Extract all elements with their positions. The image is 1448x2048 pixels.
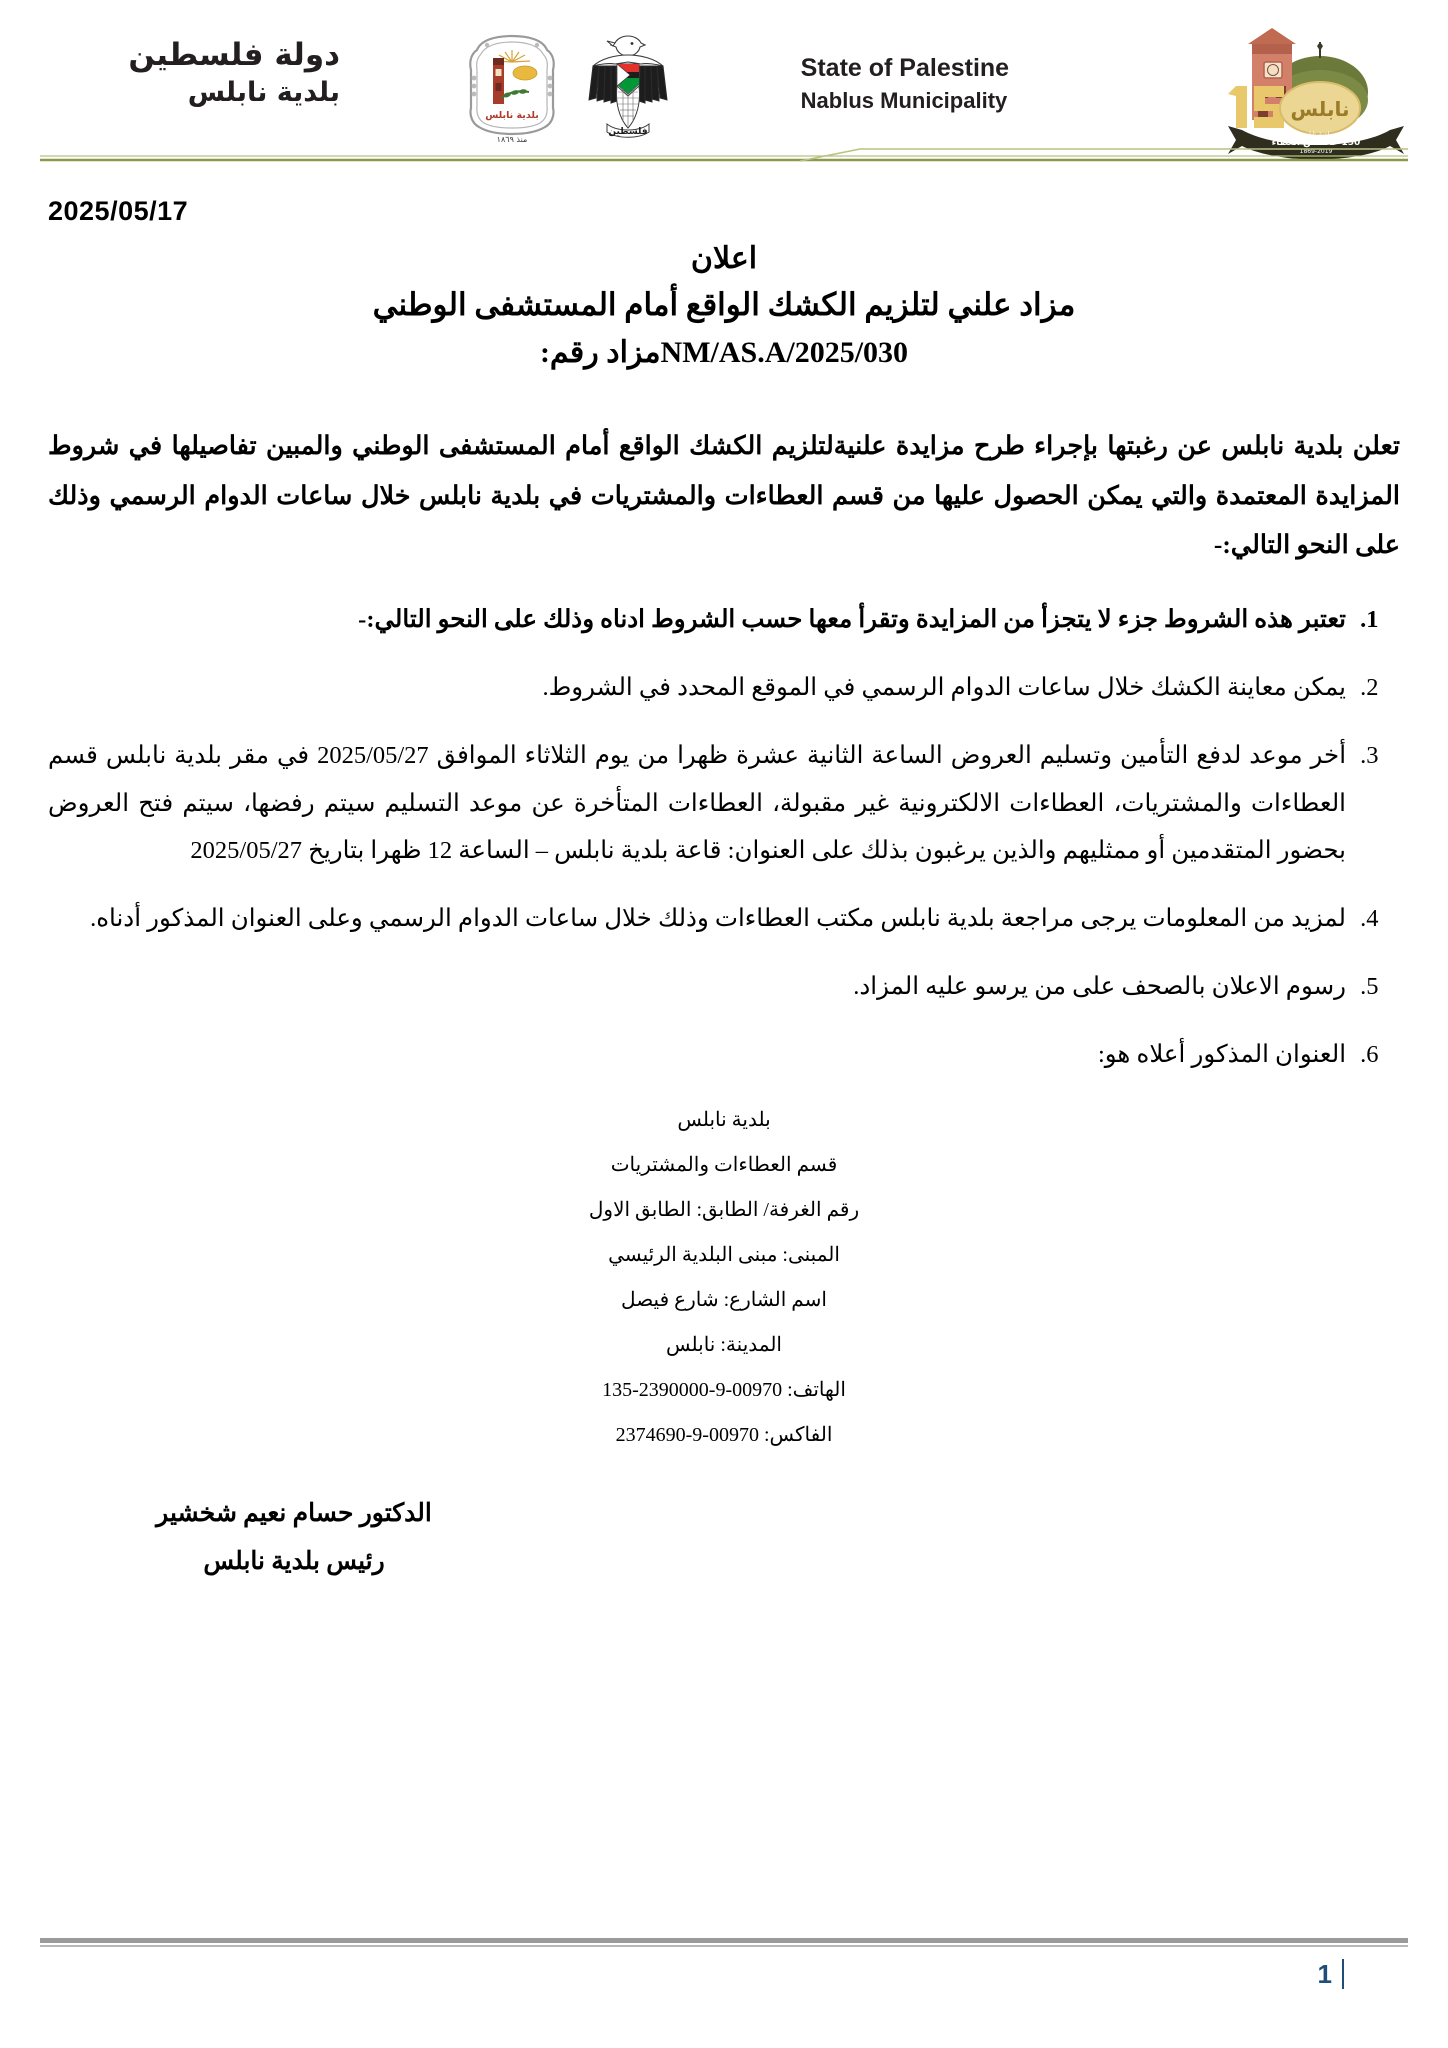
document-footer: [40, 1938, 1408, 1990]
auction-number-line: [0, 329, 1448, 377]
document-date: 2025/05/17: [48, 196, 189, 226]
address-line-street: اسم الشارع: شارع فيصل: [621, 1289, 827, 1312]
mayor-name: الدكتور حسام نعيم شخشير: [156, 1500, 432, 1527]
svg-text:بلدية نابلس: بلدية نابلس: [1300, 130, 1332, 138]
anniversary-150-logo-icon: [1208, 14, 1408, 164]
conditions-list: [48, 596, 1400, 1078]
title-block: [0, 236, 1448, 377]
condition-item-3: [48, 732, 1354, 875]
condition-item-2: [48, 664, 1354, 712]
address-line-building: المبنى: مبنى البلدية الرئيسي: [608, 1244, 840, 1267]
svg-text:بلدية نابلس: بلدية نابلس: [485, 110, 540, 121]
auction-number-code: NM/AS.A/2025/030: [660, 336, 909, 370]
address-line-fax: الفاكس: 00970-9-2374690: [615, 1424, 833, 1447]
page-number-wrap: [40, 1947, 1408, 1990]
palestine-coat-of-arms-icon: [573, 28, 683, 146]
condition-item-4: [48, 895, 1354, 943]
condition-item-6: [48, 1031, 1354, 1079]
footer-divider: [40, 1938, 1408, 1943]
address-line-room-floor: رقم الغرفة/ الطابق: الطابق الاول: [588, 1199, 860, 1222]
svg-text:فلسطين: فلسطين: [608, 127, 648, 137]
document-body: [0, 421, 1448, 1458]
header-state-en: State of Palestine: [800, 54, 1010, 82]
condition-item-5: [48, 963, 1354, 1011]
condition-text: لمزيد من المعلومات يرجى مراجعة بلدية نابلس مكتب العطاءات وذلك خلال ساعات الدوام الرسمي وعلى العنوان المذكور أدناه.: [90, 905, 1346, 933]
address-line-municipality: بلدية نابلس: [677, 1109, 771, 1132]
document-header: [0, 0, 1448, 180]
announcement-label: اعلان: [690, 242, 758, 275]
svg-text:150 عاما من العطاء: 150 عاما من العطاء: [1271, 138, 1361, 148]
svg-text:1869-2019: 1869-2019: [1299, 148, 1333, 155]
header-municipality-ar: بلدية نابلس: [187, 76, 341, 108]
svg-text:منذ ١٨٦٩: منذ ١٨٦٩: [497, 135, 528, 144]
condition-text: أخر موعد لدفع التأمين وتسليم العروض الساعة الثانية عشرة ظهرا من يوم الثلاثاء الموافق 2025/05/27 في مقر بلدية نابلس قسم العطاءات والمشتريات، العطاءات الالكترونية غير مقبولة، العطاءات المتأخرة عن موعد التسليم سيتم رفضها، سيتم فتح العروض بحضور المتقدمين أو ممثليهم والذين يرغبون بذلك على العنوان: قاعة بلدية نابلس – الساعة 12 ظهرا بتاريخ 2025/05/27: [48, 741, 1347, 865]
address-line-department: قسم العطاءات والمشتريات: [610, 1154, 838, 1177]
intro-paragraph: تعلن بلدية نابلس عن رغبتها بإجراء طرح مزايدة علنيةلتلزيم الكشك الواقع أمام المستشفى الوطني والمبين تفاصيلها في شروط المزايدة المعتمدة والتي يمكن الحصول عليها من قسم العطاءات والمشتريات في بلدية نابلس خلال ساعات الدوام الرسمي وذلك على النحو التالي:-: [48, 431, 1400, 560]
signature-block: [150, 1490, 438, 1585]
condition-text: تعتبر هذه الشروط جزء لا يتجزأ من المزايدة وتقرأ معها حسب الشروط ادناه وذلك على النحو التالي:-: [358, 606, 1346, 634]
header-municipality-en: Nablus Municipality: [800, 87, 1008, 113]
page-number-value: 1: [1310, 1959, 1344, 1989]
address-block: [48, 1098, 1400, 1458]
header-emblems: [457, 18, 683, 146]
svg-text:نابلس: نابلس: [1290, 97, 1350, 121]
nablus-municipality-seal-icon: [457, 28, 567, 146]
announcement-title: مزاد علني لتلزيم الكشك الواقع أمام المستشفى الوطني: [372, 287, 1076, 322]
condition-text: رسوم الاعلان بالصحف على من يرسو عليه المزاد.: [853, 972, 1346, 1000]
condition-text: العنوان المذكور أعلاه هو:: [1097, 1040, 1346, 1068]
auction-number-label: مزاد رقم:: [539, 336, 661, 370]
condition-text: يمكن معاينة الكشك خلال ساعات الدوام الرسمي في الموقع المحدد في الشروط.: [542, 673, 1346, 701]
condition-item-1: [48, 596, 1354, 644]
page-number: [1092, 1959, 1344, 1990]
address-line-city: المدينة: نابلس: [666, 1334, 782, 1357]
address-line-phone: الهاتف: 00970-9-2390000-135: [602, 1379, 846, 1402]
header-english-titles: [801, 18, 1091, 117]
header-arabic-titles: [40, 18, 340, 110]
mayor-role: رئيس بلدية نابلس: [203, 1547, 385, 1575]
header-state-ar: دولة فلسطين: [128, 37, 341, 73]
